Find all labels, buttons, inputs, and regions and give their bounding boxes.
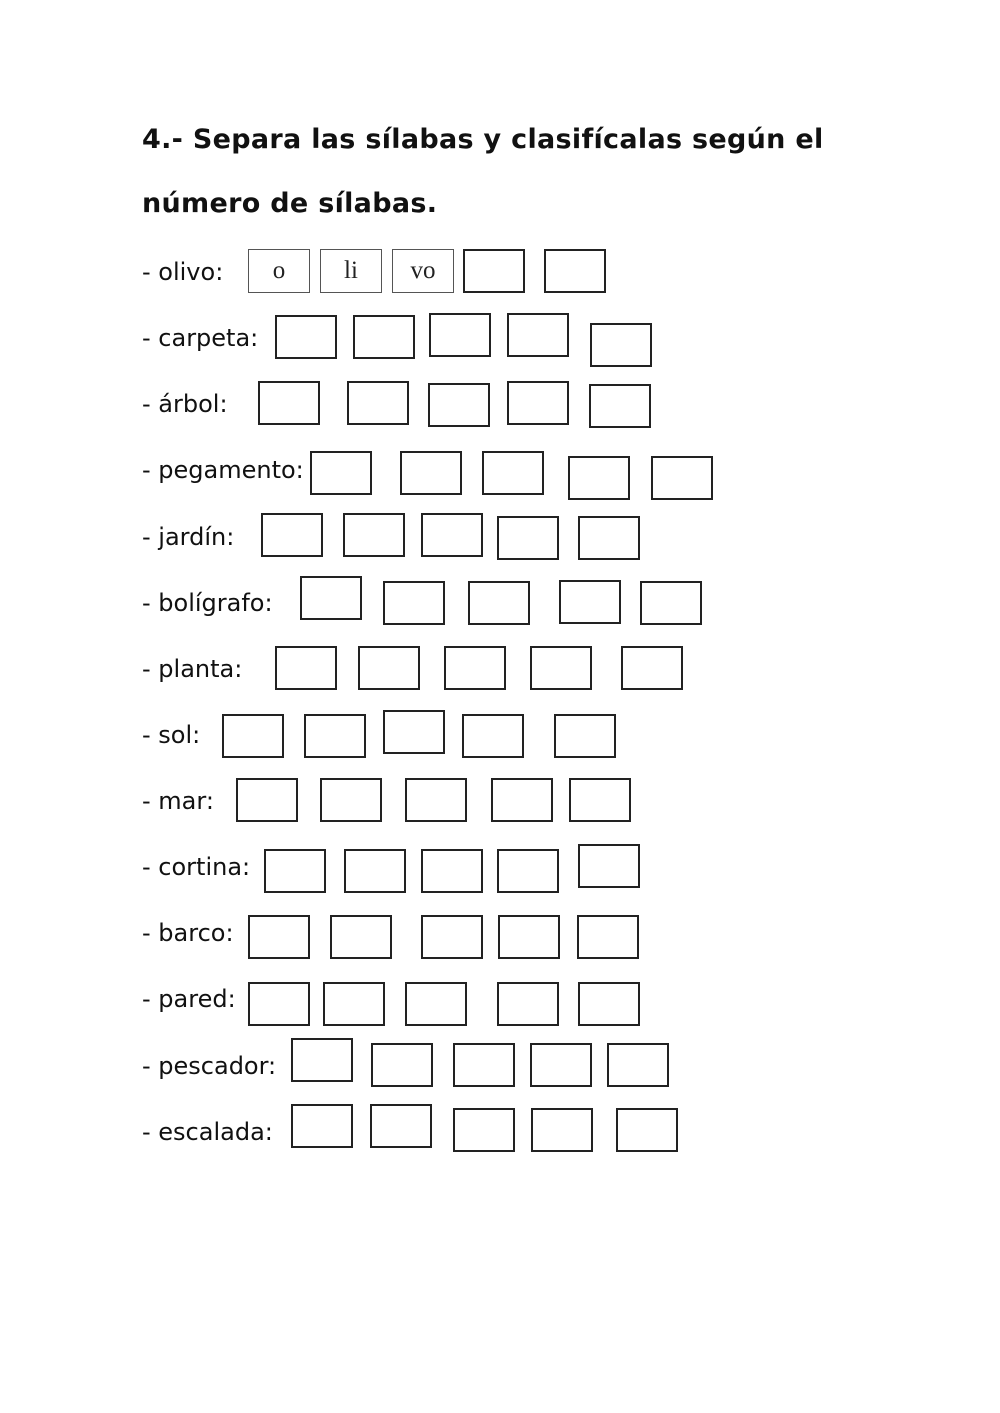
syllable-box[interactable]	[468, 581, 530, 625]
word-label: - árbol:	[142, 390, 228, 418]
syllable-box[interactable]	[421, 513, 483, 557]
syllable-box[interactable]	[291, 1038, 353, 1082]
syllable-box[interactable]: o	[248, 249, 310, 293]
syllable-box[interactable]	[453, 1108, 515, 1152]
syllable-box[interactable]: vo	[392, 249, 454, 293]
syllable-box[interactable]	[497, 982, 559, 1026]
syllable-box[interactable]	[310, 451, 372, 495]
syllable-box[interactable]	[554, 714, 616, 758]
syllable-box[interactable]	[330, 915, 392, 959]
syllable-box[interactable]	[421, 915, 483, 959]
syllable-box[interactable]	[258, 381, 320, 425]
syllable-box[interactable]	[577, 915, 639, 959]
word-label: - bolígrafo:	[142, 589, 273, 617]
syllable-box[interactable]	[353, 315, 415, 359]
syllable-box[interactable]	[530, 1043, 592, 1087]
syllable-box[interactable]	[236, 778, 298, 822]
word-label: - carpeta:	[142, 324, 259, 352]
syllable-box[interactable]	[616, 1108, 678, 1152]
word-label: - pegamento:	[142, 456, 304, 484]
syllable-box[interactable]	[497, 516, 559, 560]
syllable-box[interactable]	[607, 1043, 669, 1087]
syllable-box[interactable]	[491, 778, 553, 822]
word-label: - cortina:	[142, 853, 251, 881]
word-label: - escalada:	[142, 1118, 273, 1146]
syllable-box[interactable]	[275, 315, 337, 359]
syllable-box[interactable]	[320, 778, 382, 822]
syllable-box[interactable]	[463, 249, 525, 293]
syllable-box[interactable]	[530, 646, 592, 690]
syllable-box[interactable]	[578, 844, 640, 888]
syllable-box[interactable]	[291, 1104, 353, 1148]
syllable-box[interactable]	[507, 313, 569, 357]
syllable-box[interactable]	[578, 516, 640, 560]
syllable-box[interactable]	[429, 313, 491, 357]
syllable-box[interactable]	[568, 456, 630, 500]
word-label: - sol:	[142, 721, 201, 749]
syllable-box[interactable]	[569, 778, 631, 822]
syllable-box[interactable]	[444, 646, 506, 690]
syllable-box[interactable]: li	[320, 249, 382, 293]
syllable-box[interactable]	[589, 384, 651, 428]
syllable-box[interactable]	[383, 581, 445, 625]
syllable-box[interactable]	[264, 849, 326, 893]
syllable-box[interactable]	[578, 982, 640, 1026]
syllable-box[interactable]	[371, 1043, 433, 1087]
syllable-box[interactable]	[370, 1104, 432, 1148]
syllable-box[interactable]	[590, 323, 652, 367]
syllable-box[interactable]	[498, 915, 560, 959]
syllable-box[interactable]	[400, 451, 462, 495]
syllable-box[interactable]	[222, 714, 284, 758]
syllable-box[interactable]	[640, 581, 702, 625]
syllable-box[interactable]	[344, 849, 406, 893]
syllable-box[interactable]	[248, 915, 310, 959]
syllable-box[interactable]	[405, 778, 467, 822]
exercise-title-line-2: número de sílabas.	[142, 188, 438, 219]
syllable-box[interactable]	[559, 580, 621, 624]
syllable-box[interactable]	[405, 982, 467, 1026]
syllable-box[interactable]	[275, 646, 337, 690]
syllable-box[interactable]	[621, 646, 683, 690]
word-label: - planta:	[142, 655, 243, 683]
syllable-box[interactable]	[383, 710, 445, 754]
syllable-box[interactable]	[421, 849, 483, 893]
syllable-box[interactable]	[497, 849, 559, 893]
syllable-box[interactable]	[261, 513, 323, 557]
word-label: - mar:	[142, 787, 214, 815]
exercise-title-line-1: 4.- Separa las sílabas y clasifícalas según el	[142, 124, 824, 155]
syllable-box[interactable]	[428, 383, 490, 427]
syllable-box[interactable]	[323, 982, 385, 1026]
syllable-box[interactable]	[358, 646, 420, 690]
word-label: - barco:	[142, 919, 234, 947]
syllable-box[interactable]	[462, 714, 524, 758]
syllable-box[interactable]	[453, 1043, 515, 1087]
syllable-box[interactable]	[531, 1108, 593, 1152]
syllable-box[interactable]	[507, 381, 569, 425]
word-label: - pescador:	[142, 1052, 277, 1080]
syllable-box[interactable]	[304, 714, 366, 758]
word-label: - pared:	[142, 985, 236, 1013]
word-label: - jardín:	[142, 523, 235, 551]
syllable-box[interactable]	[544, 249, 606, 293]
word-label: - olivo:	[142, 258, 224, 286]
syllable-box[interactable]	[300, 576, 362, 620]
syllable-box[interactable]	[482, 451, 544, 495]
syllable-box[interactable]	[347, 381, 409, 425]
syllable-box[interactable]	[248, 982, 310, 1026]
syllable-box[interactable]	[343, 513, 405, 557]
syllable-box[interactable]	[651, 456, 713, 500]
